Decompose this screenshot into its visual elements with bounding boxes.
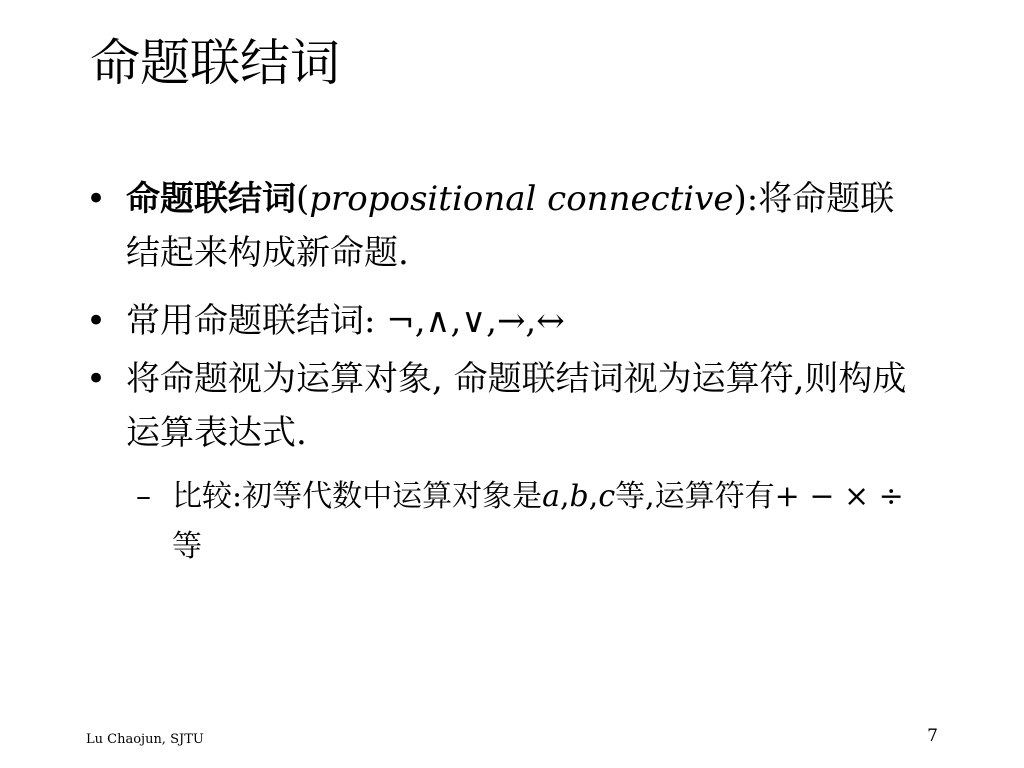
- bullet-close-paren: ): [733, 179, 747, 219]
- page-number: 7: [927, 726, 938, 746]
- comma: ,: [560, 479, 570, 514]
- bullet-marker: •: [86, 179, 107, 219]
- sub-bullet-text: [172, 472, 912, 572]
- variable-b: b: [569, 479, 589, 514]
- sub-bullet-prefix: 比较:初等代数中运算对象是: [172, 479, 543, 514]
- bullet-item-definition: [86, 172, 936, 280]
- sub-bullet-comparison: [136, 472, 916, 572]
- comma: ,: [588, 479, 599, 514]
- bullet-term: 命题联结词: [126, 179, 296, 219]
- variable-a: a: [542, 479, 560, 514]
- bullet-item-common-connectives: [86, 294, 936, 348]
- bullet-text: 将命题视为运算对象, 命题联结词视为运算符,则构成运算表达式.: [126, 359, 907, 453]
- bullet-definition-rest: :将命题联结起来构成新命题.: [126, 179, 895, 273]
- bullet-text: [126, 172, 926, 280]
- sub-bullet-suffix: 等,运算符有+ − × ÷等: [172, 479, 904, 564]
- bullet-marker: •: [86, 301, 107, 341]
- bullet-text: 常用命题联结词: ¬,∧,∨,→,↔: [126, 301, 565, 341]
- bullet-english-term: propositional connective: [309, 179, 734, 219]
- bullet-item-operators: [86, 352, 936, 460]
- footer-author: Lu Chaojun, SJTU: [86, 732, 204, 747]
- bullet-open-paren: (: [296, 179, 310, 219]
- slide-title: 命题联结词: [90, 34, 340, 92]
- sub-bullet-marker: –: [136, 479, 151, 514]
- bullet-marker: •: [86, 359, 107, 399]
- variable-c: c: [598, 479, 616, 514]
